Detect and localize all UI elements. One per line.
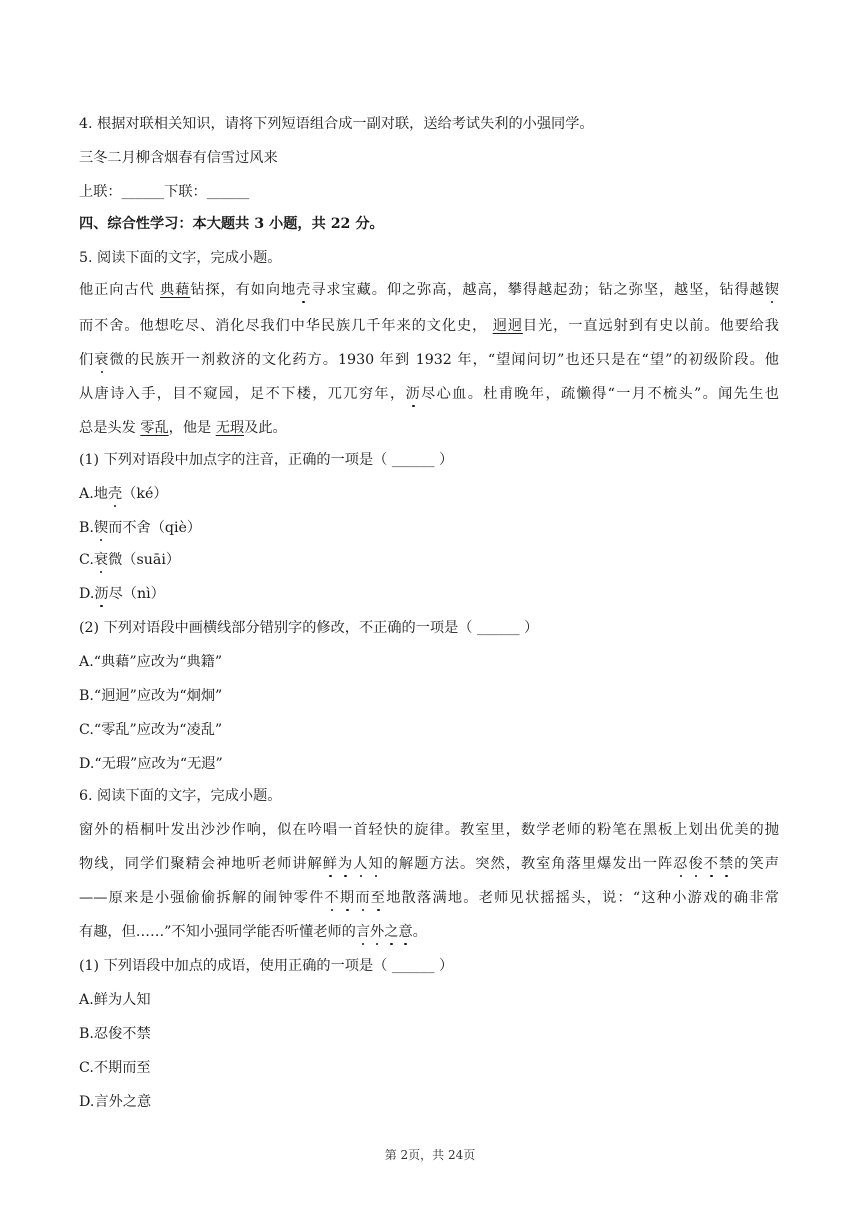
q4-prompt: 4. 根据对联相关知识，请将下列短语组合成一副对联，送给考试失利的小强同学。 (79, 116, 594, 132)
q5-passage-line-5: 总是头发 零乱，他是 无瑕及此。 (79, 420, 287, 436)
q5-passage-line-3: 们衰微的民族开一剂救济的文化药方。1930 年到 1932 年，“望闻问切”也还只是在“望”的初级阶段。他 (79, 352, 779, 368)
q5-prompt: 5. 阅读下面的文字，完成小题。 (79, 250, 282, 266)
q5-sub2-option-b: B.“迥迥”应改为“炯炯” (79, 688, 223, 704)
underlined-word: 无瑕 (215, 420, 245, 436)
q5-sub1-stem: (1) 下列对语段中加点字的注音，正确的一项是（ ______ ） (79, 452, 454, 468)
q5-sub1-option-b: B.锲而不舍（qiè） (79, 520, 202, 536)
dotted-char: 外 (370, 924, 385, 940)
underlined-word: 迥迥 (492, 318, 523, 334)
dotted-char: 禁 (719, 856, 735, 872)
q5-sub1-option-c: C.衰微（suāi） (79, 552, 181, 568)
underlined-word: 零乱 (140, 420, 169, 436)
q6-sub1-option-b: B.忍俊不禁 (79, 1026, 151, 1042)
dotted-char: 之 (384, 924, 399, 940)
dotted-char: 沥 (405, 386, 422, 402)
underlined-word: 典藉 (160, 282, 191, 298)
dotted-char: 忍 (673, 856, 689, 872)
q6-sub1-option-c: C.不期而至 (79, 1060, 151, 1076)
q6-sub1-option-d: D.言外之意 (79, 1094, 152, 1110)
dotted-char: 而 (355, 890, 371, 906)
dotted-char: 言 (355, 924, 371, 940)
dotted-char: 不 (703, 856, 720, 872)
q6-passage-line-3: ——原来是小强偷偷拆解的闹钟零件不期而至地散落满地。老师见状摇摇头，说：“这种小游戏的确非常 (79, 890, 779, 906)
q4-answer-line: 上联：______下联：______ (79, 184, 250, 200)
q6-sub1-option-a: A.鲜为人知 (79, 992, 151, 1008)
q6-passage-line-1: 窗外的梧桐叶发出沙沙作响，似在吟唱一首轻快的旋律。教室里，数学老师的粉笔在黑板上划出优美的抛 (79, 822, 779, 838)
dotted-char: 鲜 (322, 856, 339, 872)
dotted-char: 壳 (107, 486, 123, 502)
dotted-char: 意 (398, 924, 413, 940)
section4-heading: 四、综合性学习：本大题共 3 小题，共 22 分。 (79, 216, 384, 232)
q5-passage-line-4: 从唐诗入手，目不窥园，足不下楼，兀兀穷年，沥尽心血。杜甫晚年，疏懒得“一月不梳头”。闻先生也 (79, 386, 779, 402)
dotted-char: 知 (368, 856, 384, 872)
q5-sub2-stem: (2) 下列对语段中画横线部分错别字的修改，不正确的一项是（ ______ ） (79, 620, 539, 636)
q5-passage-line-1: 他正向古代 典藉钻探，有如向地壳寻求宝藏。仰之弥高，越高，攀得越起劲；钻之弥坚，越坚，钻得越锲 (79, 282, 779, 298)
dotted-idiom (356, 924, 413, 940)
dotted-char: 不 (324, 890, 340, 906)
q6-prompt: 6. 阅读下面的文字，完成小题。 (79, 788, 282, 804)
dotted-char: 锲 (93, 520, 109, 536)
page-footer: 第 2页，共 24页 (384, 1148, 476, 1162)
q5-sub1-option-a: A.地壳（ké） (79, 486, 168, 502)
q6-passage-line-2: 物线，同学们聚精会神地听老师讲解鲜为人知的解题方法。突然，教室角落里爆发出一阵忍俊不禁的笑声 (79, 856, 779, 872)
dotted-idiom (323, 856, 384, 872)
q4-phrases: 三冬二月柳含烟春有信雪过风来 (79, 150, 278, 166)
q6-sub1-stem: (1) 下列语段中加点的成语，使用正确的一项是（ ______ ） (79, 958, 454, 974)
dotted-char: 衰 (93, 552, 109, 568)
dotted-idiom (325, 890, 387, 906)
dotted-idiom (673, 856, 734, 872)
q5-sub1-option-d: D.沥尽（nì） (79, 586, 165, 602)
dotted-char: 锲 (764, 282, 779, 298)
dotted-char: 期 (339, 890, 356, 906)
dotted-char: 衰 (94, 352, 110, 368)
dotted-char: 壳 (296, 282, 312, 298)
dotted-char: 俊 (688, 856, 704, 872)
q5-passage-line-2: 而不舍。他想吃尽、消化尽我们中华民族几千年来的文化史， 迥迥目光，一直远射到有史以前。他要给我 (79, 318, 779, 334)
q6-passage-line-4: 有趣，但……”不知小强同学能否听懂老师的言外之意。 (79, 924, 427, 940)
dotted-char: 至 (370, 890, 387, 906)
q5-sub2-option-d: D.“无瑕”应改为“无遐” (79, 756, 223, 772)
dotted-char: 沥 (94, 586, 109, 602)
dotted-char: 为 (338, 856, 354, 872)
q5-sub2-option-a: A.“典藉”应改为“典籍” (79, 654, 223, 670)
dotted-char: 人 (353, 856, 369, 872)
q5-sub2-option-c: C.“零乱”应改为“凌乱” (79, 722, 223, 738)
